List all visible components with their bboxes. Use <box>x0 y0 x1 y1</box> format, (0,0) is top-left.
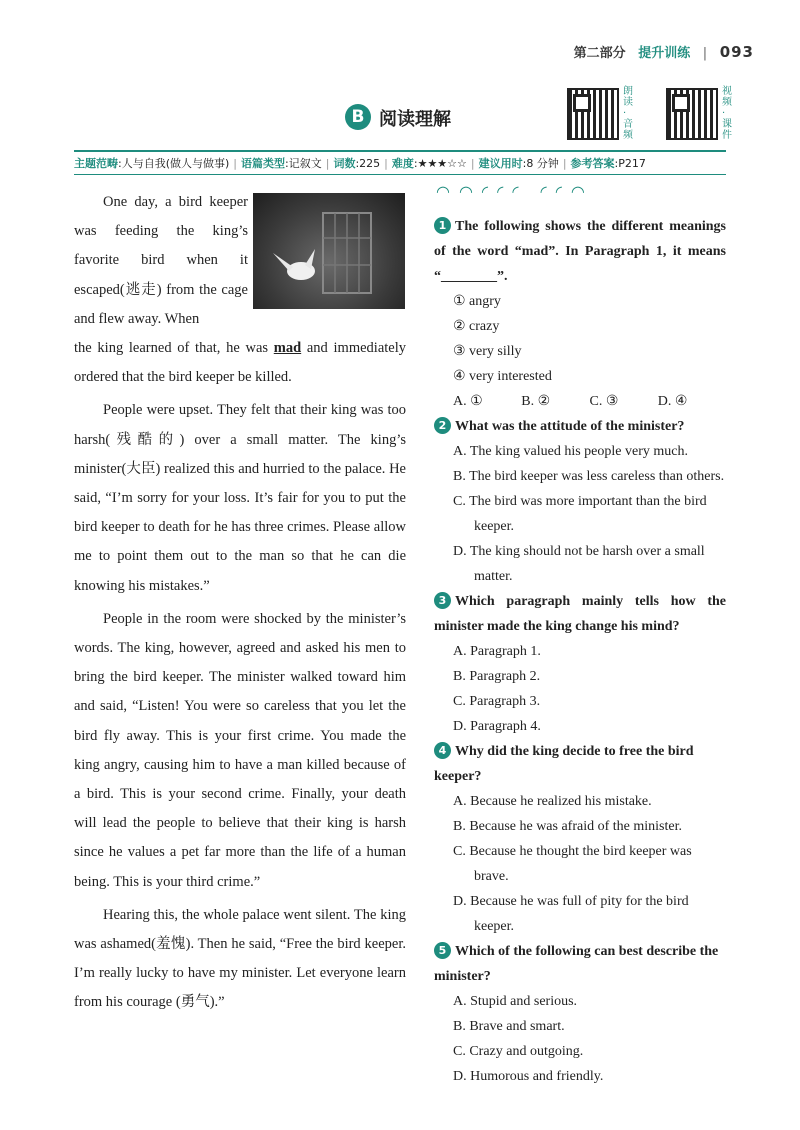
page-header <box>574 42 754 61</box>
decorative-dots: ◠◠◜◜◜ ◜◜◠ <box>436 184 594 201</box>
q2-options <box>434 439 726 589</box>
q1-choice-a[interactable]: A. ① <box>453 394 483 409</box>
q3-options <box>434 639 726 739</box>
q2-option-b[interactable]: B. The bird keeper was less careless than others. <box>453 469 725 484</box>
q3-option-c[interactable]: C. Paragraph 3. <box>453 694 541 709</box>
q4-option-b[interactable]: B. Because he was afraid of the minister. <box>453 819 682 834</box>
info-wordcount: 词数:225 <box>333 157 381 170</box>
question-4: 4 Why did the king decide to free the bird keeper? <box>434 744 694 784</box>
q1-choice-b[interactable]: B. ② <box>521 394 551 409</box>
passage-para4: Hearing this, the whole palace went silent. The king was ashamed(羞愧). Then he said, “Free the bird keeper. I’m really lucky to have my minister. Let everyone learn from his courage (勇气).” <box>74 906 406 1011</box>
q4-option-d[interactable]: D. Because he was full of pity for the bird keeper. <box>453 894 689 934</box>
section-label: 第二部分 <box>573 46 626 61</box>
info-genre: 语篇类型:记叙文 <box>241 157 322 170</box>
unit-label: 提升训练 <box>638 46 691 61</box>
header-divider: | <box>702 46 708 61</box>
question-1: 1 The following shows the different meanings of the word “mad”. In Paragraph 1, it means “________”. <box>434 219 726 284</box>
q5-option-a[interactable]: A. Stupid and serious. <box>453 994 578 1009</box>
q4-option-a[interactable]: A. Because he realized his mistake. <box>453 794 652 809</box>
qr-audio-label: 朗读·音频 <box>623 86 633 141</box>
info-bar: 主题范畴:人与自我(做人与做事) | 语篇类型:记叙文 | 词数:225 | 难度:★★★☆☆ | 建议用时:8 分钟 | 参考答案:P217 <box>74 150 726 175</box>
info-time: 建议用时:8 分钟 <box>478 157 559 170</box>
q5-options <box>434 989 726 1089</box>
question-5: 5 Which of the following can best describe the minister? <box>434 944 719 984</box>
q2-option-c[interactable]: C. The bird was more important than the bird keeper. <box>453 494 707 534</box>
passage-para3: People in the room were shocked by the minister’s words. The king, however, agreed and asked his men to bring the bird keeper. The minister walked toward him and said, “Listen! You were so careless that you let the bird fly away. This is your first crime. You made the king angry, causing him to have a man killed because of a bird. This is your second crime. Finally, your death will lead the people to believe that their king is harsh since he values a pet far more than the life of a human being. This is your third crime.” <box>74 610 406 890</box>
q1-meaning: ④ very interested <box>453 369 552 384</box>
passage-para1-top: One day, a bird keeper was feeding the king’s favorite bird when it escaped(逃走) from the cage and flew away. When <box>74 194 248 327</box>
q1-choices <box>434 389 726 414</box>
q1-meaning: ② crazy <box>453 319 500 334</box>
q3-option-d[interactable]: D. Paragraph 4. <box>453 719 541 734</box>
qr-code-video[interactable] <box>666 88 718 140</box>
q1-meaning: ① angry <box>453 294 501 309</box>
passage-body <box>74 334 406 1018</box>
q4-option-c[interactable]: C. Because he thought the bird keeper was brave. <box>453 844 692 884</box>
q1-meanings <box>434 289 726 389</box>
passage-para1-rest: the king learned of that, he was mad and immediately ordered that the bird keeper be killed. <box>74 340 406 386</box>
info-theme: 主题范畴:人与自我(做人与做事) <box>74 157 230 170</box>
info-difficulty: 难度:★★★☆☆ <box>391 157 467 170</box>
question-2: 2 What was the attitude of the minister? <box>434 414 726 439</box>
page-title: 阅读理解 <box>379 109 451 130</box>
q3-option-a[interactable]: A. Paragraph 1. <box>453 644 541 659</box>
section-badge: B <box>345 104 371 130</box>
q1-number: 1 <box>434 217 451 234</box>
q1-choice-d[interactable]: D. ④ <box>657 394 688 409</box>
q2-option-d[interactable]: D. The king should not be harsh over a small matter. <box>453 544 705 584</box>
q2-option-a[interactable]: A. The king valued his people very much. <box>453 444 688 459</box>
keyword-mad: mad <box>273 340 302 356</box>
qr-code-audio[interactable] <box>567 88 619 140</box>
info-answer: 参考答案:P217 <box>570 157 646 170</box>
q1-meaning: ③ very silly <box>453 344 522 359</box>
q5-option-b[interactable]: B. Brave and smart. <box>453 1019 565 1034</box>
q4-options <box>434 789 726 939</box>
passage-para2: People were upset. They felt that their king was too harsh(残酷的) over a small matter. The king’s minister(大臣) realized this and hurried to the palace. He said, “I’m sorry for your loss. It’s fair for you to put the bird keeper to death for he has three crimes. Please allow me to point them out to the man so that he can die knowing his mistakes.” <box>74 402 406 594</box>
q5-option-c[interactable]: C. Crazy and outgoing. <box>453 1044 584 1059</box>
q3-option-b[interactable]: B. Paragraph 2. <box>453 669 541 684</box>
page-number: 093 <box>719 43 754 61</box>
question-3: 3 Which paragraph mainly tells how the minister made the king change his mind? <box>434 594 726 634</box>
q1-choice-c[interactable]: C. ③ <box>589 394 619 409</box>
q5-option-d[interactable]: D. Humorous and friendly. <box>453 1069 604 1084</box>
qr-video-label: 视频·课件 <box>722 86 732 141</box>
bird-photo <box>253 193 405 309</box>
questions-column <box>434 214 726 1089</box>
